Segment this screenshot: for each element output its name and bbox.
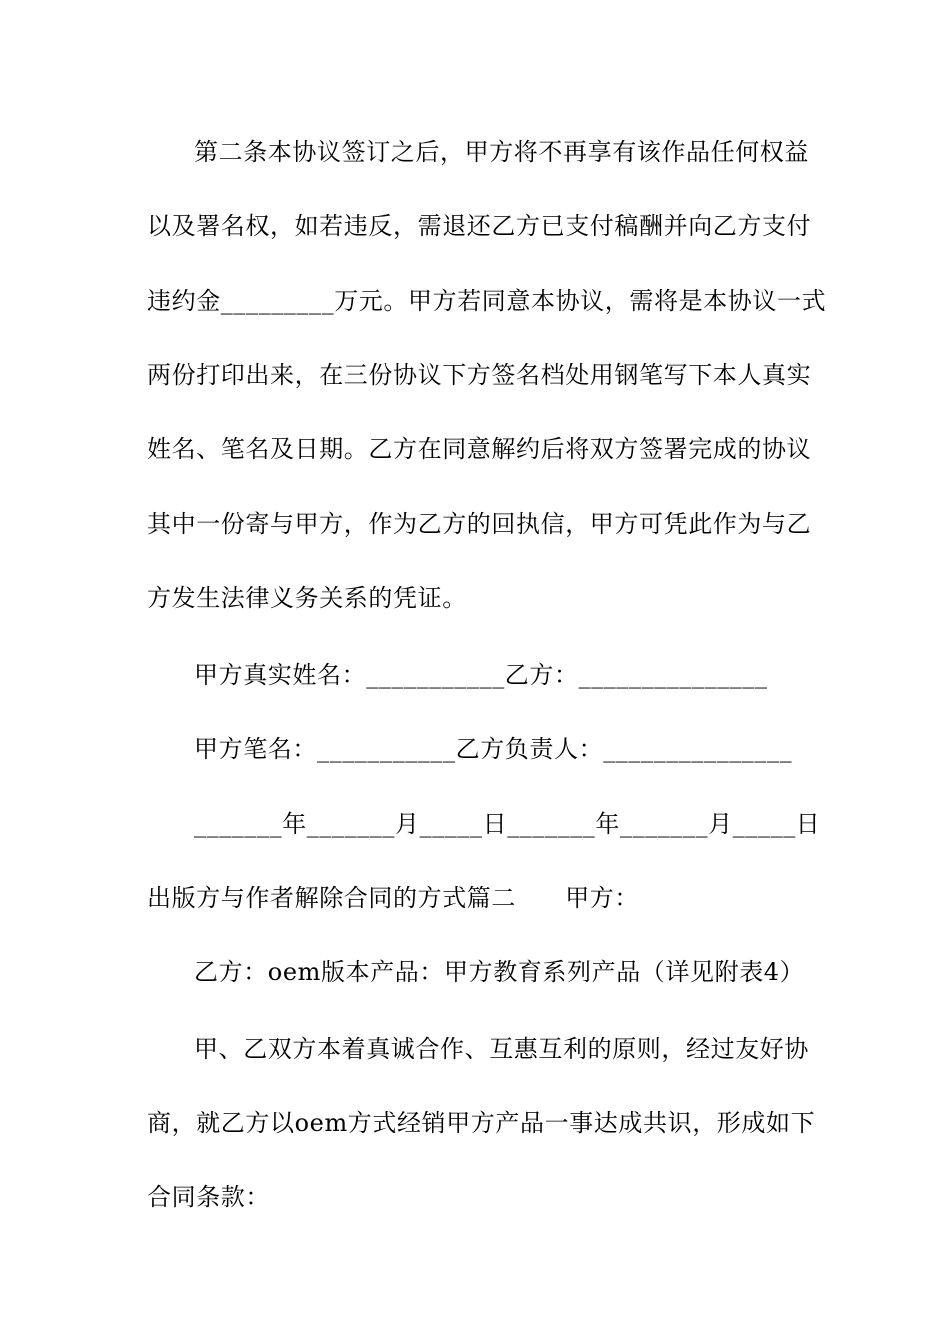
paragraph-line: 违约金_________万元。甲方若同意本协议，需将是本协议一式: [147, 287, 827, 315]
signature-penname-line: 甲方笔名：___________乙方负责人：_______________: [194, 735, 793, 763]
paragraph-line: 第二条本协议签订之后，甲方将不再享有该作品任何权益: [194, 138, 809, 166]
paragraph-line: 甲、乙双方本着真诚合作、互惠互利的原则，经过友好协: [194, 1035, 809, 1063]
paragraph-line: 商，就乙方以oem方式经销甲方产品一事达成共识，形成如下: [147, 1109, 816, 1137]
paragraph-line: 两份打印出来，在三份协议下方签名档处用钢笔写下本人真实: [147, 361, 812, 389]
party-b-line: 乙方：oem版本产品：甲方教育系列产品（详见附表4）: [194, 958, 805, 986]
paragraph-line: 其中一份寄与甲方，作为乙方的回执信，甲方可凭此作为与乙: [147, 510, 812, 538]
signature-name-line: 甲方真实姓名：___________乙方：_______________: [194, 661, 768, 689]
paragraph-line: 姓名、笔名及日期。乙方在同意解约后将双方签署完成的协议: [147, 435, 812, 463]
section-title-line: 出版方与作者解除合同的方式篇二 甲方：: [147, 884, 639, 912]
paragraph-line: 合同条款：: [147, 1183, 270, 1211]
paragraph-line: 方发生法律义务关系的凭证。: [147, 584, 467, 612]
paragraph-line: 以及署名权，如若违反，需退还乙方已支付稿酬并向乙方支付: [147, 212, 812, 240]
signature-date-line: _______年_______月_____日_______年_______月_____日: [194, 810, 821, 838]
